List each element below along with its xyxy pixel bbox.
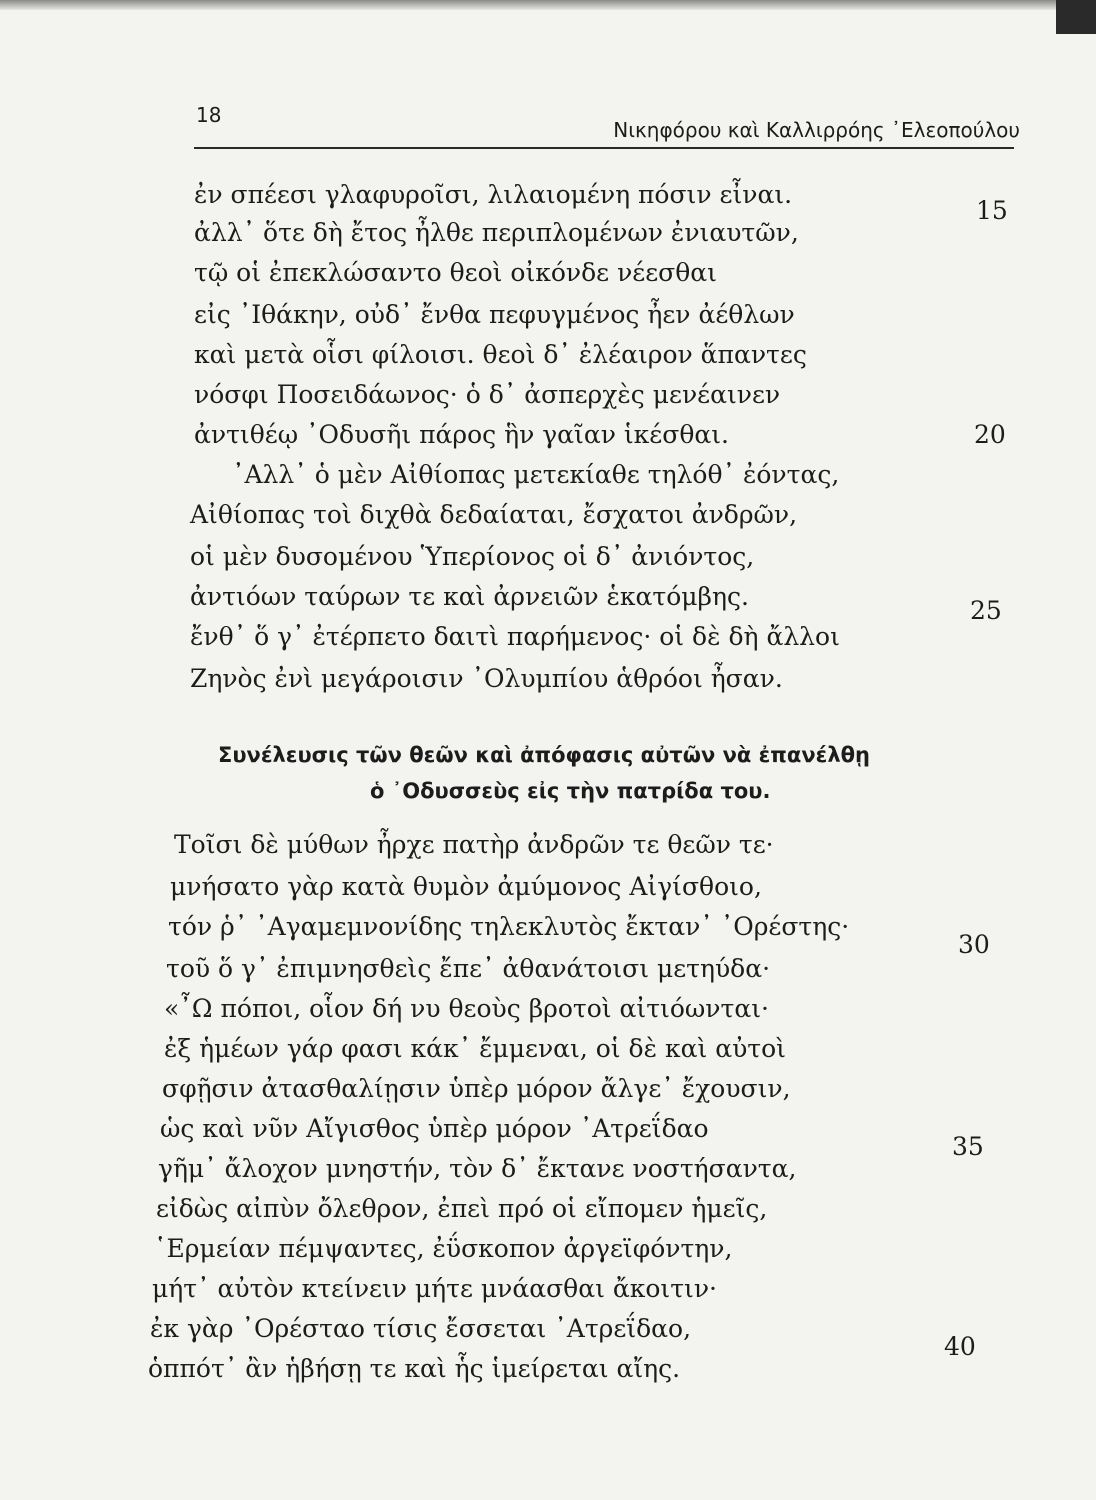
verse-line: τῷ οἱ ἐπεκλώσαντο θεοὶ οἰκόνδε νέεσθαι — [194, 258, 717, 287]
verse-line: τοῦ ὅ γ᾿ ἐπιμνησθεὶς ἔπε᾿ ἀθανάτοισι μετηύδα· — [166, 954, 771, 983]
verse-line: καὶ μετὰ οἷσι φίλοισι. θεοὶ δ᾿ ἐλέαιρον ἅπαντες — [194, 340, 807, 369]
verse-line: νόσφι Ποσειδάωνος· ὁ δ᾿ ἀσπερχὲς μενέαινεν — [194, 380, 781, 409]
line-number: 25 — [970, 596, 1002, 625]
line-number: 20 — [974, 420, 1006, 449]
section-heading-line-1: Συνέλευσις τῶν θεῶν καὶ ἀπόφασις αὐτῶν νὰ ἐπανέλθῃ — [218, 743, 870, 767]
verse-line: μήτ᾿ αὐτὸν κτείνειν μήτε μνάασθαι ἄκοιτιν· — [152, 1274, 717, 1303]
verse-line: εἰδὼς αἰπὺν ὄλεθρον, ἐπεὶ πρό οἱ εἴπομεν ἡμεῖς, — [156, 1194, 768, 1223]
verse-line: Αἰθίοπας τοὶ διχθὰ δεδαίαται, ἔσχατοι ἀνδρῶν, — [190, 500, 798, 529]
verse-line: ἐκ γὰρ ᾿Ορέσταο τίσις ἔσσεται ᾿Ατρεΐδαο, — [150, 1314, 692, 1343]
page-number: 18 — [196, 103, 222, 127]
line-number: 40 — [944, 1332, 976, 1361]
verse-line: ῾Ερμείαν πέμψαντες, ἐΰσκοπον ἀργεϊφόντην, — [154, 1234, 733, 1263]
verse-line: εἰς ᾿Ιθάκην, οὐδ᾿ ἔνθα πεφυγμένος ἦεν ἀέθλων — [194, 300, 795, 329]
verse-line: ὁππότ᾿ ἂν ἡβήσῃ τε καὶ ἧς ἱμείρεται αἴης. — [148, 1354, 681, 1383]
verse-line: ἀντιθέῳ ᾿Οδυσῆι πάρος ἣν γαῖαν ἱκέσθαι. — [194, 420, 729, 449]
verse-line: Ζηνὸς ἐνὶ μεγάροισιν ᾿Ολυμπίου ἁθρόοι ἦσαν. — [190, 664, 783, 693]
verse-line: σφῇσιν ἀτασθαλίῃσιν ὑπὲρ μόρον ἄλγε᾿ ἔχουσιν, — [162, 1074, 791, 1103]
verse-line: ᾿Αλλ᾿ ὁ μὲν Αἰθίοπας μετεκίαθε τηλόθ᾿ ἐόντας, — [232, 460, 840, 489]
verse-line: ἐν σπέεσι γλαφυροῖσι, λιλαιομένη πόσιν εἶναι. — [194, 180, 793, 209]
verse-line: Τοῖσι δὲ μύθων ἦρχε πατὴρ ἀνδρῶν τε θεῶν τε· — [174, 830, 774, 859]
line-number: 15 — [976, 196, 1008, 225]
line-number: 30 — [958, 930, 990, 959]
verse-line: ἀλλ᾿ ὅτε δὴ ἔτος ἦλθε περιπλομένων ἐνιαυτῶν, — [194, 218, 799, 247]
section-heading-line-2: ὁ ᾿Οδυσσεὺς εἰς τὴν πατρίδα του. — [370, 779, 771, 803]
line-number: 35 — [952, 1132, 984, 1161]
verse-line: οἱ μὲν δυσομένου Ὑπερίονος οἱ δ᾿ ἀνιόντος, — [190, 542, 755, 571]
scan-top-edge — [0, 0, 1096, 10]
verse-line: γῆμ᾿ ἄλοχον μνηστήν, τὸν δ᾿ ἔκτανε νοστήσαντα, — [158, 1154, 797, 1183]
verse-line: ἀντιόων ταύρων τε καὶ ἀρνειῶν ἑκατόμβης. — [190, 582, 749, 611]
verse-line: ὡς καὶ νῦν Αἴγισθος ὑπὲρ μόρον ᾿Ατρεΐδαο — [160, 1114, 709, 1143]
verse-line: μνήσατο γὰρ κατὰ θυμὸν ἀμύμονος Αἰγίσθοιο, — [170, 872, 762, 901]
verse-line: «῏Ω πόποι, οἷον δή νυ θεοὺς βροτοὶ αἰτιόωνται· — [164, 994, 769, 1023]
verse-line: ἔνθ᾿ ὅ γ᾿ ἐτέρπετο δαιτὶ παρήμενος· οἱ δὲ δὴ ἄλλοι — [190, 622, 840, 651]
verse-line: ἐξ ἡμέων γάρ φασι κάκ᾿ ἔμμεναι, οἱ δὲ καὶ αὐτοὶ — [164, 1034, 786, 1063]
scan-corner-shadow — [1056, 0, 1096, 34]
verse-line: τόν ῥ᾿ ᾿Αγαμεμνονίδης τηλεκλυτὸς ἔκταν᾿ ᾿Ορέστης· — [168, 912, 850, 941]
header-rule — [194, 147, 1014, 149]
running-head: Νικηφόρου καὶ Καλλιρρόης ᾿Ελεοπούλου — [613, 118, 1020, 142]
